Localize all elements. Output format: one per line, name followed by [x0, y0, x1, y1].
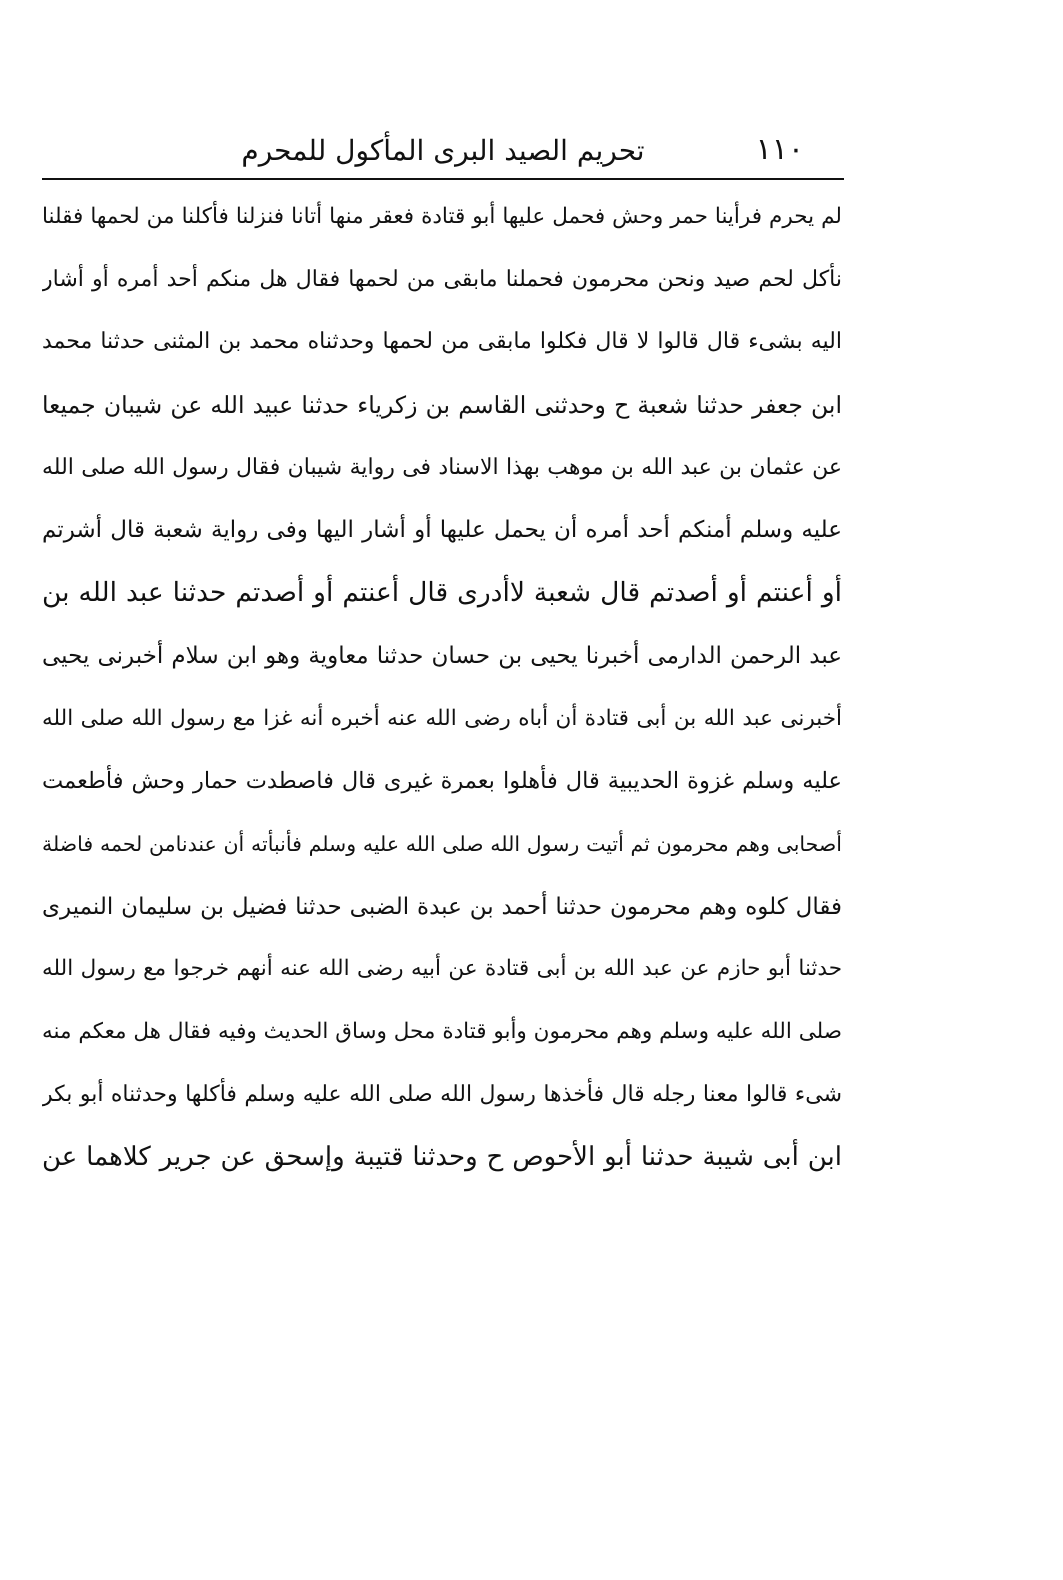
text-line: اليه بشىء قال قالوا لا قال فكلوا مابقى من لحمها وحدثناه محمد بن المثنى حدثنا محمد: [42, 329, 842, 355]
text-line: أخبرنى عبد الله بن أبى قتادة أن أباه رضى الله عنه أخبره أنه غزا مع رسول الله صلى الله: [42, 705, 842, 731]
text-line: عليه وسلم غزوة الحديبية قال فأهلوا بعمرة غيرى قال فاصطدت حمار وحش فأطعمت: [42, 768, 842, 795]
text-line: صلى الله عليه وسلم وهم محرمون وأبو قتادة محل وساق الحديث وفيه فقال هل معكم منه: [42, 1018, 842, 1044]
text-line: ابن جعفر حدثنا شعبة ح وحدثنى القاسم بن زكرياء حدثنا عبيد الله عن شيبان جميعا: [42, 391, 842, 420]
body-text: [42, 186, 842, 1189]
text-line: أصحابى وهم محرمون ثم أتيت رسول الله صلى الله عليه وسلم فأنبأته أن عندنامن لحمه فاضلة: [42, 831, 842, 856]
running-title: تحريم الصيد البرى المأكول للمحرم: [241, 134, 645, 167]
text-line: عن عثمان بن عبد الله بن موهب بهذا الاسناد فى رواية شيبان فقال رسول الله صلى الله: [42, 454, 842, 480]
text-line: عبد الرحمن الدارمى أخبرنا يحيى بن حسان حدثنا معاوية وهو ابن سلام أخبرنى يحيى: [42, 642, 842, 669]
text-line: نأكل لحم صيد ونحن محرمون فحملنا مابقى من لحمها فقال هل منكم أحد أمره أو أشار: [42, 266, 842, 292]
page-number: ١١٠: [755, 132, 804, 167]
text-line: فقال كلوه وهم محرمون حدثنا أحمد بن عبدة الضبى حدثنا فضيل بن سليمان النميرى: [42, 893, 842, 920]
text-line: عليه وسلم أمنكم أحد أمره أن يحمل عليها أو أشار اليها وفى رواية شعبة قال أشرتم: [42, 517, 842, 544]
page-header: [42, 128, 844, 172]
text-line: أو أعنتم أو أصدتم قال شعبة لاأدرى قال أعنتم أو أصدتم حدثنا عبد الله بن: [42, 577, 842, 609]
text-line: لم يحرم فرأينا حمر وحش فحمل عليها أبو قتادة فعقر منها أتانا فنزلنا فأكلنا من لحمها فقلنا: [42, 204, 842, 229]
header-rule: [42, 178, 844, 180]
text-line: شىء قالوا معنا رجله قال فأخذها رسول الله صلى الله عليه وسلم فأكلها وحدثناه أبو بكر: [42, 1081, 842, 1107]
text-line: حدثنا أبو حازم عن عبد الله بن أبى قتادة عن أبيه رضى الله عنه أنهم خرجوا مع رسول الله: [42, 956, 842, 982]
text-line: ابن أبى شيبة حدثنا أبو الأحوص ح وحدثنا قتيبة وإسحق عن جرير كلاهما عن: [42, 1142, 842, 1173]
